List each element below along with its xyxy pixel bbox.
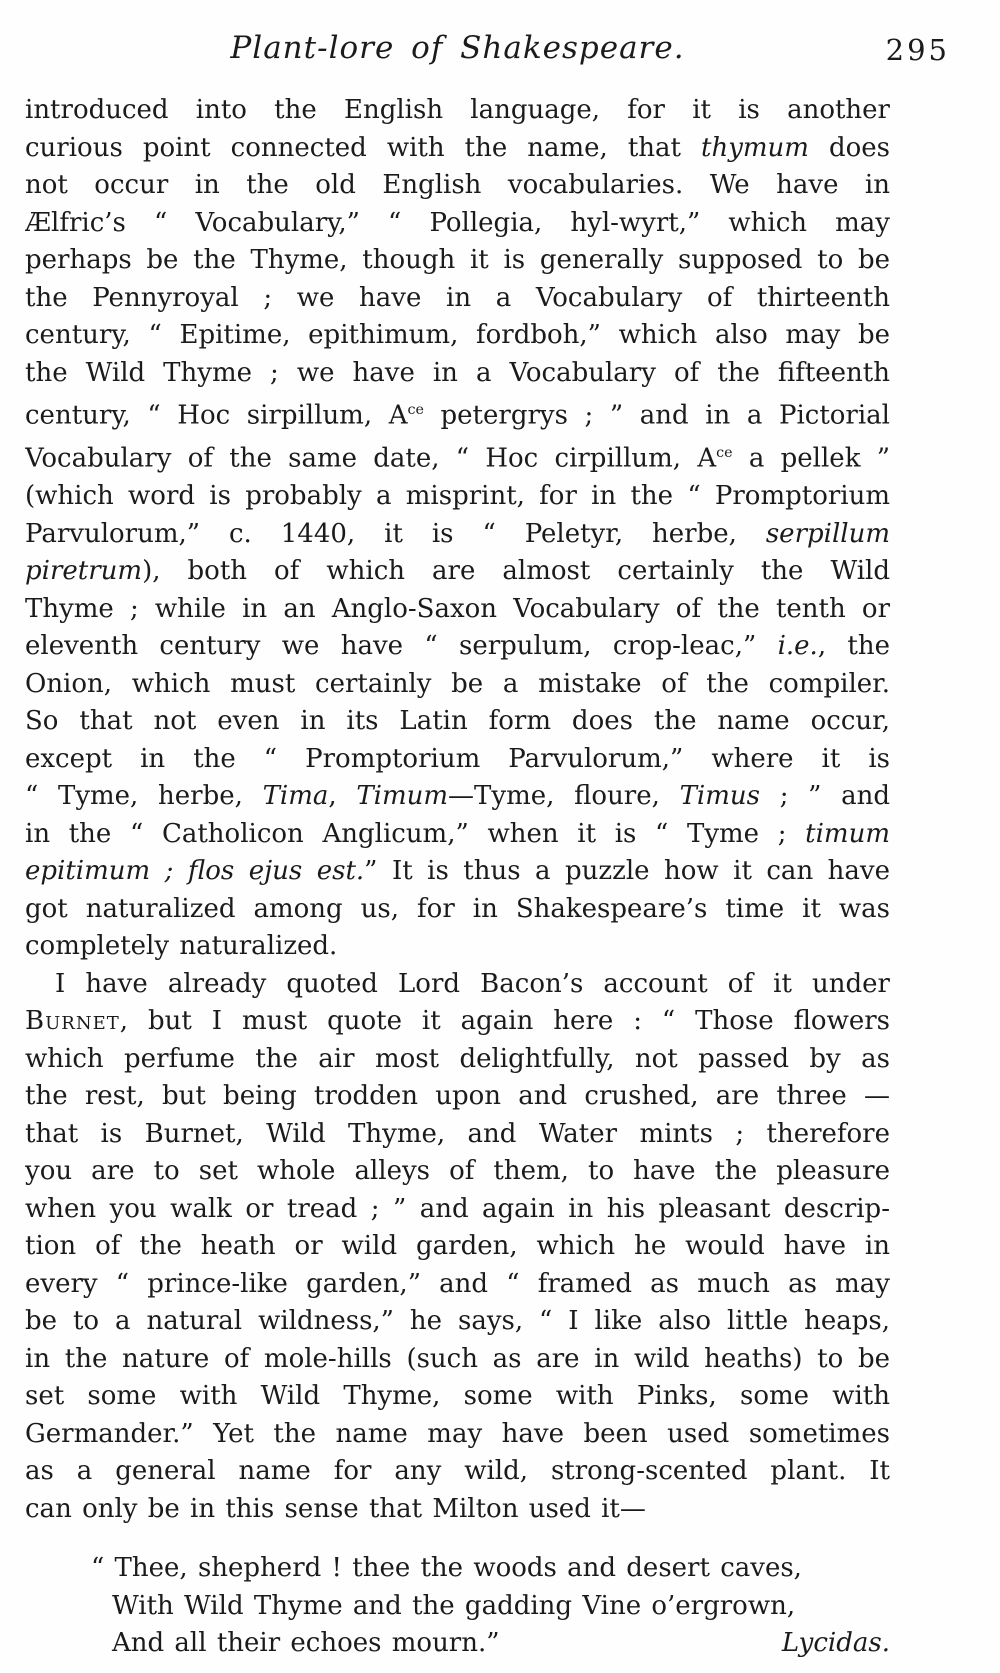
text-line: eleventh century we have “ serpulum, crop-leac,” i.e., the	[25, 631, 890, 662]
text-line: in the nature of mole-hills (such as are in wild heaths) to be	[25, 1343, 890, 1374]
text-line: “ Tyme, herbe, Tima, Timum—Tyme, floure, Timus ; ” and	[25, 781, 890, 812]
text-body	[25, 92, 890, 1663]
text-line: as a general name for any wild, strong-scented plant. It	[25, 1456, 890, 1487]
text-line: Burnet, but I must quote it again here : “ Those flowers	[25, 1006, 890, 1037]
text-line: in the “ Catholicon Anglicum,” when it is “ Tyme ; timum	[25, 818, 890, 849]
verse-attribution: Lycidas.	[781, 1628, 890, 1659]
text-line: century, “ Epitime, epithimum, fordboh,” which also may be	[25, 320, 890, 350]
running-title: Plant-lore of Shakespeare.	[230, 30, 685, 66]
paragraph	[25, 966, 890, 1529]
text-line: century, “ Hoc sirpillum, $A^{ce}$ petergrys ; ” and in a Pictorial	[25, 400, 890, 431]
italic-text: Timus	[679, 781, 760, 812]
text-line: perhaps be the Thyme, though it is generally supposed to be	[25, 245, 890, 275]
smallcaps-text: Burnet	[25, 1006, 120, 1037]
page-header	[25, 30, 950, 74]
italic-text: piretrum	[25, 556, 143, 587]
text-line: got naturalized among us, for in Shakespeare’s time it was	[25, 893, 890, 924]
text-line: (which word is probably a misprint, for in the “ Promptorium	[25, 481, 890, 512]
verse-quote	[25, 1550, 890, 1663]
paragraphs-container	[25, 92, 890, 1528]
text-line: that is Burnet, Wild Thyme, and Water mints ; therefore	[25, 1118, 890, 1149]
verse-line: “ Thee, shepherd ! thee the woods and desert caves,	[91, 1553, 802, 1584]
verse-line	[112, 1625, 890, 1663]
text-line: the Wild Thyme ; we have in a Vocabulary of the fifteenth	[25, 357, 890, 388]
text-line: can only be in this sense that Milton used it—	[25, 1493, 646, 1524]
text-line: piretrum), both of which are almost certainly the Wild	[25, 556, 890, 587]
page-number: 295	[885, 33, 950, 67]
text-line: epitimum ; flos ejus est.” It is thus a puzzle how it can have	[25, 856, 890, 887]
text-line: completely naturalized.	[25, 931, 338, 962]
italic-text: serpillum	[765, 518, 890, 549]
paragraph	[25, 92, 890, 966]
verse-line: With Wild Thyme and the gadding Vine o’ergrown,	[112, 1590, 796, 1621]
text-line: Vocabulary of the same date, “ Hoc cirpillum, $A^{ce}$ a pellek ”	[25, 443, 890, 474]
text-line: Onion, which must certainly be a mistake of the compiler.	[25, 668, 890, 699]
text-line: tion of the heath or wild garden, which he would have in	[25, 1231, 890, 1262]
superscript-text: ce	[407, 402, 424, 418]
text-line: I have already quoted Lord Bacon’s account of it under	[55, 968, 890, 999]
text-line: which perfume the air most delightfully, not passed by as	[25, 1043, 890, 1074]
text-line: the Pennyroyal ; we have in a Vocabulary of thirteenth	[25, 282, 890, 313]
superscript-text: ce	[716, 445, 733, 462]
text-line: Germander.” Yet the name may have been used sometimes	[25, 1418, 890, 1449]
text-line: set some with Wild Thyme, some with Pinks, some with	[25, 1381, 890, 1412]
text-line: not occur in the old English vocabularies. We have in	[25, 170, 890, 200]
text-line: the rest, but being trodden upon and crushed, are three —	[25, 1081, 890, 1112]
text-line: So that not even in its Latin form does the name occur,	[25, 706, 890, 737]
text-line: every “ prince-like garden,” and “ framed as much as may	[25, 1268, 890, 1299]
text-line: introduced into the English language, for it is another	[25, 95, 890, 125]
text-line: curious point connected with the name, that thymum does	[25, 132, 890, 163]
italic-text: epitimum ; flos ejus est.	[25, 856, 365, 887]
italic-text: i.e.	[777, 631, 818, 662]
italic-text: thymum	[701, 132, 809, 163]
text-line: Ælfric’s “ Vocabulary,” “ Pollegia, hyl-wyrt,” which may	[25, 207, 890, 238]
text-line: you are to set whole alleys of them, to have the pleasure	[25, 1156, 890, 1187]
text-line: Thyme ; while in an Anglo-Saxon Vocabulary of the tenth or	[25, 593, 890, 624]
text-line: when you walk or tread ; ” and again in his pleasant descrip-	[25, 1193, 890, 1224]
italic-text: timum	[805, 818, 890, 849]
text-line: except in the “ Promptorium Parvulorum,” where it is	[25, 743, 890, 774]
text-line: Parvulorum,” c. 1440, it is “ Peletyr, herbe, serpillum	[25, 518, 890, 549]
text-line: be to a natural wildness,” he says, “ I like also little heaps,	[25, 1306, 890, 1337]
italic-text: Timum	[356, 781, 449, 812]
verse-line-text: And all their echoes mourn.”	[112, 1628, 500, 1659]
italic-text: Tima	[262, 781, 329, 812]
